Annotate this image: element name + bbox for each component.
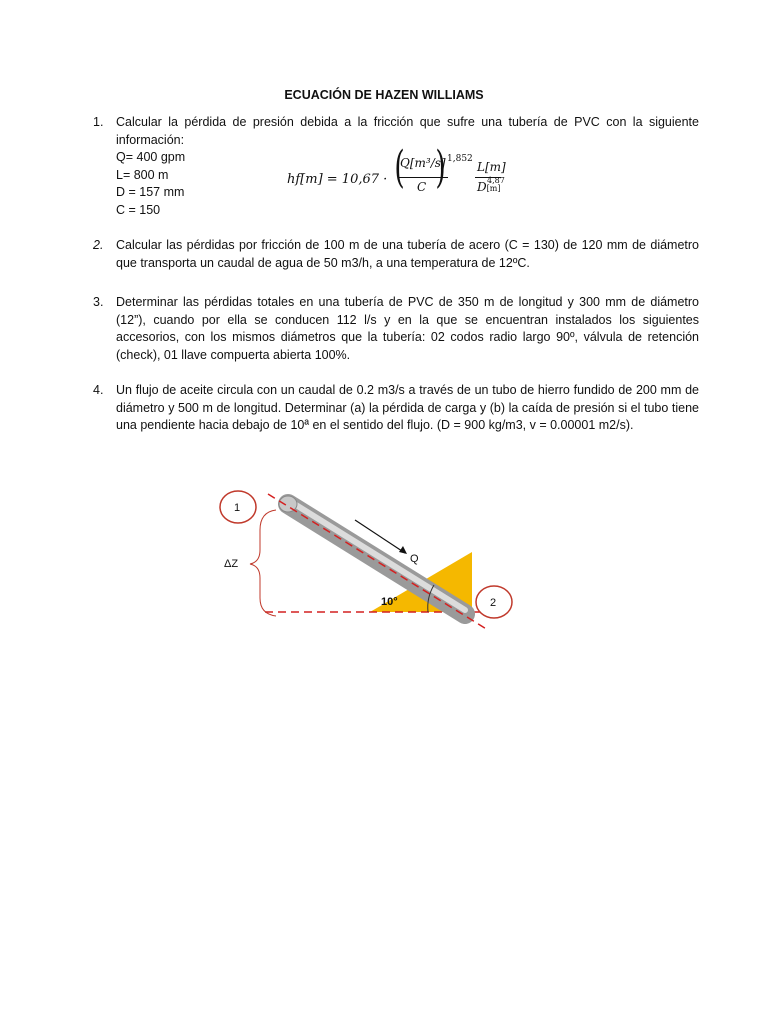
- formula-diameter-exponent: 4,87: [487, 176, 505, 185]
- formula-exponent: 1,852: [447, 154, 473, 164]
- formula-denominator: C: [417, 180, 427, 194]
- formula-right-paren: ): [435, 142, 446, 193]
- problem-3: [93, 294, 699, 364]
- given-coefficient: C = 150: [116, 202, 161, 217]
- hazen-williams-formula: [287, 142, 527, 210]
- inclined-pipe-diagram: [210, 480, 520, 630]
- delta-z-label: ΔZ: [224, 558, 239, 570]
- formula-diameter: D[m]: [477, 180, 501, 194]
- pipe-highlight: [288, 500, 465, 610]
- formula-left-paren: (: [394, 142, 405, 193]
- given-diameter: D = 157 mm: [116, 185, 185, 200]
- point-2-label: 2: [490, 597, 497, 609]
- problem-number: 1.: [93, 115, 104, 129]
- formula-numerator: Q[m³/s]: [400, 156, 446, 170]
- given-flow: Q= 400 gpm: [116, 150, 186, 165]
- formula-lhs: hf[m] = 10,67 ·: [287, 172, 388, 187]
- problem-number: 3.: [93, 295, 104, 309]
- pipe-body: [288, 504, 465, 614]
- problem-text: Un flujo de aceite circula con un caudal de 0.2 m3/s a través de un tubo de hierro fundido de 200 mm de diámetro y 500 m de longitud. Determinar (a) la pérdida de carga y (b) la caída de presión si el tubo tiene una pendiente hacia debajo de 10ª en el sentido del flujo. (D = 900 kg/m3, v = 0.00001 m2/s).: [116, 383, 699, 433]
- problem-text: Calcular las pérdidas por fricción de 100 m de una tubería de acero (C = 130) de 120 mm de diámetro que transporta un caudal de agua de 50 m3/h, a una temperatura de 12ºC.: [116, 238, 699, 270]
- formula-length: L[m]: [477, 160, 506, 174]
- angle-label: 10°: [381, 596, 398, 608]
- flow-label: Q: [410, 553, 419, 565]
- problem-text: Calcular la pérdida de presión debida a la fricción que sufre una tubería de PVC con la siguiente información:: [116, 115, 699, 147]
- page-title: ECUACIÓN DE HAZEN WILLIAMS: [284, 88, 484, 102]
- problem-number: 2.: [93, 238, 104, 252]
- delta-z-brace: [250, 510, 276, 616]
- given-length: L= 800 m: [116, 167, 169, 182]
- problem-number: 4.: [93, 383, 104, 397]
- problem-2: [93, 237, 699, 272]
- problem-4: [93, 382, 699, 435]
- problem-text: Determinar las pérdidas totales en una tubería de PVC de 350 m de longitud y 300 mm de diámetro (12”), cuando por ella se conducen 112 l/s y en la que se encuentran instalados los siguientes accesorios, con los mismos diámetros que la tubería: 02 codos radio largo 90º, válvula de retención (check), 01 llave compuerta abierta 100%.: [116, 295, 699, 362]
- point-1-label: 1: [234, 502, 241, 514]
